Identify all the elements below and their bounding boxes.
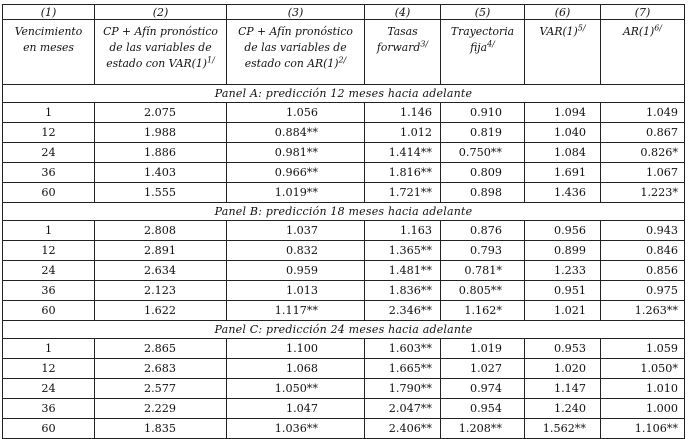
column-number: (3)	[227, 5, 365, 20]
value-cell: 1.013	[227, 281, 365, 301]
table-row	[3, 163, 685, 183]
maturity-cell: 12	[3, 241, 95, 261]
value-cell: 2.577	[95, 379, 227, 399]
value-cell: 0.956	[525, 221, 601, 241]
maturity-cell: 24	[3, 379, 95, 399]
table-row	[3, 301, 685, 321]
panel-title-row	[3, 85, 685, 103]
panel-title: Panel B: predicción 18 meses hacia adelante	[3, 203, 685, 221]
maturity-cell: 24	[3, 261, 95, 281]
footnote-marker: 6/	[654, 23, 663, 33]
value-cell: 0.826*	[601, 143, 685, 163]
table-row	[3, 281, 685, 301]
footnote-marker: 4/	[487, 39, 495, 49]
maturity-cell: 60	[3, 301, 95, 321]
value-cell: 0.846	[601, 241, 685, 261]
value-cell: 1.019	[441, 339, 525, 359]
value-cell: 1.094	[525, 103, 601, 123]
column-header-line: CP + Afín pronóstico	[238, 25, 353, 38]
forecast-table	[2, 4, 685, 439]
value-cell: 0.856	[601, 261, 685, 281]
column-header-line: en meses	[23, 41, 74, 54]
column-header	[441, 20, 525, 85]
table-row	[3, 143, 685, 163]
value-cell: 1.050**	[227, 379, 365, 399]
table-row	[3, 241, 685, 261]
value-cell: 2.406**	[365, 419, 441, 439]
value-cell: 1.050*	[601, 359, 685, 379]
value-cell: 1.163	[365, 221, 441, 241]
value-cell: 1.414**	[365, 143, 441, 163]
column-header-line: forward$^{3/}$	[376, 39, 429, 54]
value-cell: 1.208**	[441, 419, 525, 439]
value-cell: 1.481**	[365, 261, 441, 281]
value-cell: 0.974	[441, 379, 525, 399]
value-cell: 1.059	[601, 339, 685, 359]
column-header-line: de las variables de	[109, 41, 212, 54]
column-number: (2)	[95, 5, 227, 20]
value-cell: 1.117**	[227, 301, 365, 321]
maturity-cell: 12	[3, 123, 95, 143]
value-cell: 1.162*	[441, 301, 525, 321]
column-header	[365, 20, 441, 85]
value-cell: 1.147	[525, 379, 601, 399]
value-cell: 1.040	[525, 123, 601, 143]
footnote-marker: 5/	[577, 23, 586, 33]
value-cell: 1.403	[95, 163, 227, 183]
value-cell: 2.047**	[365, 399, 441, 419]
value-cell: 1.146	[365, 103, 441, 123]
value-cell: 2.634	[95, 261, 227, 281]
maturity-cell: 1	[3, 103, 95, 123]
value-cell: 0.954	[441, 399, 525, 419]
value-cell: 2.123	[95, 281, 227, 301]
column-header-line: Vencimiento	[14, 25, 83, 38]
value-cell: 0.876	[441, 221, 525, 241]
maturity-cell: 36	[3, 163, 95, 183]
value-cell: 0.981**	[227, 143, 365, 163]
value-cell: 0.910	[441, 103, 525, 123]
value-cell: 2.891	[95, 241, 227, 261]
column-number: (7)	[601, 5, 685, 20]
value-cell: 1.223*	[601, 183, 685, 203]
value-cell: 1.562**	[525, 419, 601, 439]
value-cell: 2.075	[95, 103, 227, 123]
table-row	[3, 261, 685, 281]
value-cell: 0.819	[441, 123, 525, 143]
maturity-cell: 36	[3, 399, 95, 419]
value-cell: 1.068	[227, 359, 365, 379]
value-cell: 1.436	[525, 183, 601, 203]
maturity-cell: 60	[3, 183, 95, 203]
value-cell: 1.233	[525, 261, 601, 281]
value-cell: 2.229	[95, 399, 227, 419]
value-cell: 1.000	[601, 399, 685, 419]
column-header-line: estado con $VAR(1)^{1/}$	[106, 55, 215, 70]
column-header-line: CP + Afín pronóstico	[103, 25, 218, 38]
value-cell: 1.622	[95, 301, 227, 321]
value-cell: 1.665**	[365, 359, 441, 379]
value-cell: 0.809	[441, 163, 525, 183]
value-cell: 1.365**	[365, 241, 441, 261]
value-cell: 0.793	[441, 241, 525, 261]
value-cell: 1.721**	[365, 183, 441, 203]
value-cell: 2.683	[95, 359, 227, 379]
value-cell: 1.021	[525, 301, 601, 321]
panel-title-row	[3, 321, 685, 339]
value-cell: 2.346**	[365, 301, 441, 321]
column-number: (5)	[441, 5, 525, 20]
maturity-cell: 60	[3, 419, 95, 439]
maturity-cell: 1	[3, 339, 95, 359]
column-number: (4)	[365, 5, 441, 20]
value-cell: 0.943	[601, 221, 685, 241]
value-cell: 1.691	[525, 163, 601, 183]
column-header-line: Trayectoria	[450, 25, 515, 38]
table-row	[3, 359, 685, 379]
value-cell: 2.808	[95, 221, 227, 241]
value-cell: 0.750**	[441, 143, 525, 163]
panel-title-row	[3, 203, 685, 221]
table-row	[3, 379, 685, 399]
table-row	[3, 339, 685, 359]
value-cell: 1.603**	[365, 339, 441, 359]
value-cell: 1.886	[95, 143, 227, 163]
table-row	[3, 103, 685, 123]
column-number: (6)	[525, 5, 601, 20]
value-cell: 0.884**	[227, 123, 365, 143]
value-cell: 1.836**	[365, 281, 441, 301]
table-row	[3, 399, 685, 419]
maturity-cell: 12	[3, 359, 95, 379]
value-cell: 1.019**	[227, 183, 365, 203]
column-header	[227, 20, 365, 85]
value-cell: 1.036**	[227, 419, 365, 439]
column-header-line: de las variables de	[244, 41, 347, 54]
column-number: (1)	[3, 5, 95, 20]
value-cell: 1.047	[227, 399, 365, 419]
value-cell: 1.056	[227, 103, 365, 123]
value-cell: 0.953	[525, 339, 601, 359]
value-cell: 0.975	[601, 281, 685, 301]
column-header	[601, 20, 685, 85]
value-cell: 1.010	[601, 379, 685, 399]
footnote-marker: 2/	[338, 55, 347, 65]
value-cell: 1.263**	[601, 301, 685, 321]
table-body	[3, 85, 685, 439]
column-header-line: $AR(1)^{6/}$	[622, 23, 663, 38]
value-cell: 0.898	[441, 183, 525, 203]
column-header-row	[3, 20, 685, 85]
maturity-cell: 1	[3, 221, 95, 241]
value-cell: 1.988	[95, 123, 227, 143]
value-cell: 1.790**	[365, 379, 441, 399]
column-number-row	[3, 5, 685, 20]
column-header	[3, 20, 95, 85]
value-cell: 0.951	[525, 281, 601, 301]
value-cell: 0.899	[525, 241, 601, 261]
footnote-marker: 1/	[206, 55, 215, 65]
value-cell: 1.106**	[601, 419, 685, 439]
value-cell: 1.100	[227, 339, 365, 359]
value-cell: 1.555	[95, 183, 227, 203]
value-cell: 0.781*	[441, 261, 525, 281]
column-header-line: fija$^{4/}$	[470, 39, 495, 54]
panel-title: Panel A: predicción 12 meses hacia adelante	[3, 85, 685, 103]
value-cell: 1.049	[601, 103, 685, 123]
value-cell: 1.084	[525, 143, 601, 163]
value-cell: 1.816**	[365, 163, 441, 183]
maturity-cell: 36	[3, 281, 95, 301]
table-row	[3, 419, 685, 439]
value-cell: 1.067	[601, 163, 685, 183]
footnote-marker: 3/	[420, 39, 429, 49]
value-cell: 0.966**	[227, 163, 365, 183]
value-cell: 0.959	[227, 261, 365, 281]
value-cell: 1.240	[525, 399, 601, 419]
column-header-line: $VAR(1)^{5/}$	[539, 23, 586, 38]
table-row	[3, 123, 685, 143]
value-cell: 1.027	[441, 359, 525, 379]
table-row	[3, 221, 685, 241]
value-cell: 1.012	[365, 123, 441, 143]
table-row	[3, 183, 685, 203]
value-cell: 1.020	[525, 359, 601, 379]
maturity-cell: 24	[3, 143, 95, 163]
column-header-line: estado con $AR(1)^{2/}$	[244, 55, 347, 70]
value-cell: 0.867	[601, 123, 685, 143]
column-header	[95, 20, 227, 85]
value-cell: 0.805**	[441, 281, 525, 301]
value-cell: 2.865	[95, 339, 227, 359]
value-cell: 1.037	[227, 221, 365, 241]
value-cell: 0.832	[227, 241, 365, 261]
panel-title: Panel C: predicción 24 meses hacia adelante	[3, 321, 685, 339]
column-header	[525, 20, 601, 85]
column-header-line: Tasas	[387, 25, 418, 38]
value-cell: 1.835	[95, 419, 227, 439]
